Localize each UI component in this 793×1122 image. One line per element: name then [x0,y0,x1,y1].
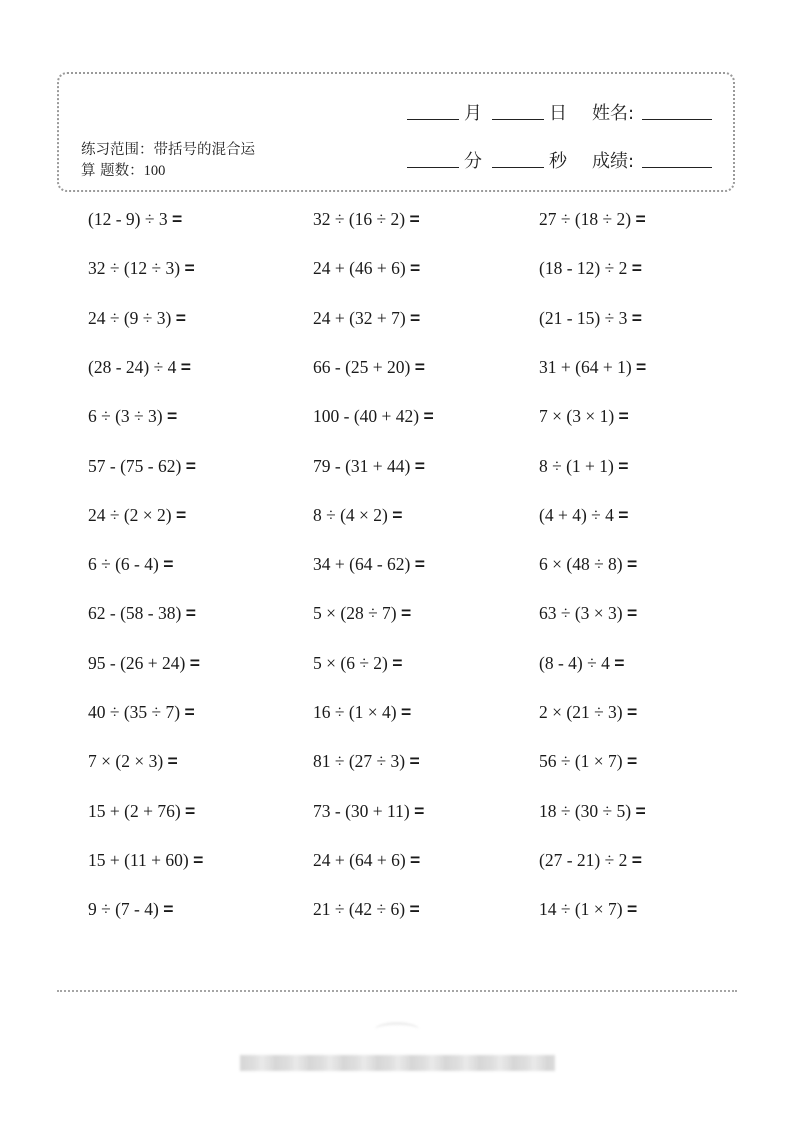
day-label: 日 [549,103,567,124]
problem-item [313,850,420,871]
equals-sign: = [631,258,642,279]
minute-blank[interactable] [407,167,459,168]
problem-item [539,308,642,329]
problem-item [88,308,186,329]
equals-sign: = [618,504,629,525]
equals-sign: = [167,751,178,772]
equals-sign: = [409,751,420,772]
equals-sign: = [410,849,421,870]
problem-expression: 6 ÷ (6 - 4) [88,554,159,575]
equals-sign: = [401,603,412,624]
problem-expression: 27 ÷ (18 ÷ 2) [539,209,632,229]
equals-sign: = [423,406,434,427]
problem-expression: 63 ÷ (3 × 3) [539,603,623,624]
problem-item [88,751,178,772]
problem-expression: 40 ÷ (35 ÷ 7) [88,702,181,722]
second-blank[interactable] [492,167,544,168]
problem-expression: 79 - (31 + 44) [313,455,411,476]
equals-sign: = [414,554,425,575]
problem-expression: 73 - (30 + 11) [313,800,410,821]
problem-item [313,801,424,822]
problem-item [313,258,420,279]
problem-item [313,603,411,624]
problem-item [88,258,195,279]
problem-item [539,899,637,920]
problem-item [539,505,629,526]
problem-item [88,899,173,920]
problem-item [313,456,425,477]
problem-item [539,406,629,427]
footer-divider [57,990,737,992]
equals-sign: = [185,603,196,624]
equals-sign: = [627,603,638,624]
equals-sign: = [401,702,412,722]
equals-sign: = [409,899,420,920]
problem-expression: 8 ÷ (1 + 1) [539,455,614,476]
problem-expression: 5 × (6 ÷ 2) [313,652,388,673]
problem-item [313,653,403,674]
problem-expression: 24 ÷ (2 × 2) [88,504,172,525]
problem-item [539,850,642,871]
problem-expression: 34 + (64 - 62) [313,554,411,575]
equals-sign: = [627,751,638,772]
equals-sign: = [171,209,183,229]
equals-sign: = [163,554,174,575]
equals-sign: = [414,800,425,821]
problem-expression: 6 ÷ (3 ÷ 3) [88,406,163,427]
problem-expression: 81 ÷ (27 ÷ 3) [313,751,406,772]
equals-sign: = [631,849,642,870]
problem-item [88,357,191,378]
problem-expression: 24 + (46 + 6) [313,258,406,279]
month-label: 月 [464,103,482,124]
equals-sign: = [631,307,642,328]
problem-item [539,554,637,575]
problem-expression: 16 ÷ (1 × 4) [313,702,397,722]
problem-expression: 32 ÷ (16 ÷ 2) [313,209,406,229]
equals-sign: = [635,800,646,821]
problem-item [88,801,195,822]
problem-item [313,209,420,230]
second-label: 秒 [549,151,567,172]
problem-expression: 31 + (64 + 1) [539,356,632,377]
equals-sign: = [184,258,195,279]
problem-item [313,505,403,526]
problem-item [88,406,177,427]
practice-range [81,140,296,182]
problem-expression: 15 + (2 + 76) [88,800,181,821]
problem-item [313,899,420,920]
problem-expression: 14 ÷ (1 × 7) [539,899,623,920]
problem-item [313,357,425,378]
problem-expression: 62 - (58 - 38) [88,603,182,624]
problem-item [313,702,411,723]
problem-item [313,308,420,329]
worksheet-header-box [57,72,735,192]
problem-expression: 2 × (21 ÷ 3) [539,702,623,722]
date-row [404,96,724,126]
problem-item [88,505,186,526]
problem-expression: (18 - 12) ÷ 2 [539,258,628,279]
equals-sign: = [392,504,403,525]
problem-expression: 95 - (26 + 24) [88,652,186,673]
problem-item [88,603,196,624]
problem-item [539,751,637,772]
problem-count: 100 [143,163,166,179]
problem-item [539,357,646,378]
problem-item [539,603,637,624]
equals-sign: = [636,356,647,377]
equals-sign: = [180,356,191,377]
problem-expression: 21 ÷ (42 ÷ 6) [313,899,406,920]
problem-expression: 5 × (28 ÷ 7) [313,603,397,624]
name-blank[interactable] [642,119,712,120]
score-label: 成绩: [592,151,635,172]
problem-item [539,653,624,674]
problem-expression: 7 × (3 × 1) [539,406,615,427]
problem-expression: 24 + (32 + 7) [313,307,406,328]
equals-sign: = [167,406,178,427]
equals-sign: = [414,455,425,476]
problem-item [313,406,434,427]
problem-expression: 18 ÷ (30 ÷ 5) [539,800,632,821]
practice-range-line2 [81,161,296,182]
problem-expression: (27 - 21) ÷ 2 [539,849,628,870]
problem-expression: 56 ÷ (1 × 7) [539,751,623,772]
problem-item [88,209,182,230]
practice-range-prefix: 算 题数： [81,163,144,179]
equals-sign: = [185,455,196,476]
problem-expression: 24 ÷ (9 ÷ 3) [88,307,172,328]
problem-item [88,554,173,575]
problem-expression: 100 - (40 + 42) [313,406,420,427]
practice-range-line1: 练习范围：带括号的混合运 [81,142,255,158]
equals-sign: = [176,504,187,525]
minute-label: 分 [464,151,482,172]
problem-expression: (28 - 24) ÷ 4 [88,356,177,377]
equals-sign: = [193,849,204,870]
problem-expression: (21 - 15) ÷ 3 [539,307,628,328]
problem-expression: 15 + (11 + 60) [88,849,189,870]
score-blank[interactable] [642,167,712,168]
problem-expression: 66 - (25 + 20) [313,356,411,377]
problem-item [88,702,195,723]
problem-expression: (4 + 4) ÷ 4 [539,504,614,525]
problem-item [88,456,196,477]
problem-item [88,850,203,871]
equals-sign: = [410,258,421,279]
equals-sign: = [163,899,174,920]
problem-expression: 9 ÷ (7 - 4) [88,899,159,920]
problem-item [539,456,629,477]
day-blank[interactable] [492,119,544,120]
equals-sign: = [627,554,638,575]
equals-sign: = [614,652,625,673]
equals-sign: = [410,307,421,328]
problem-item [313,751,420,772]
problem-expression: (12 - 9) ÷ 3 [88,209,168,229]
problem-item [539,258,642,279]
equals-sign: = [627,702,638,722]
equals-sign: = [627,899,638,920]
equals-sign: = [618,455,629,476]
problem-expression: 6 × (48 ÷ 8) [539,554,623,575]
problem-item [539,702,637,723]
month-blank[interactable] [407,119,459,120]
equals-sign: = [189,652,200,673]
problem-expression: 7 × (2 × 3) [88,751,164,772]
equals-sign: = [409,209,420,229]
equals-sign: = [392,652,403,673]
equals-sign: = [635,209,646,229]
problem-expression: (8 - 4) ÷ 4 [539,652,610,673]
equals-sign: = [185,800,196,821]
equals-sign: = [618,406,629,427]
equals-sign: = [175,307,186,328]
problem-item [313,554,425,575]
problem-expression: 57 - (75 - 62) [88,455,182,476]
problem-expression: 8 ÷ (4 × 2) [313,504,388,525]
problem-expression: 32 ÷ (12 ÷ 3) [88,258,181,279]
time-row [404,144,724,174]
footer-watermark-mark [375,1022,419,1037]
problem-item [539,209,646,230]
equals-sign: = [414,356,425,377]
problem-item [88,653,200,674]
equals-sign: = [184,702,195,722]
problem-item [539,801,646,822]
footer-blurred-text [240,1055,555,1071]
problem-expression: 24 + (64 + 6) [313,849,406,870]
name-label: 姓名: [592,103,635,124]
